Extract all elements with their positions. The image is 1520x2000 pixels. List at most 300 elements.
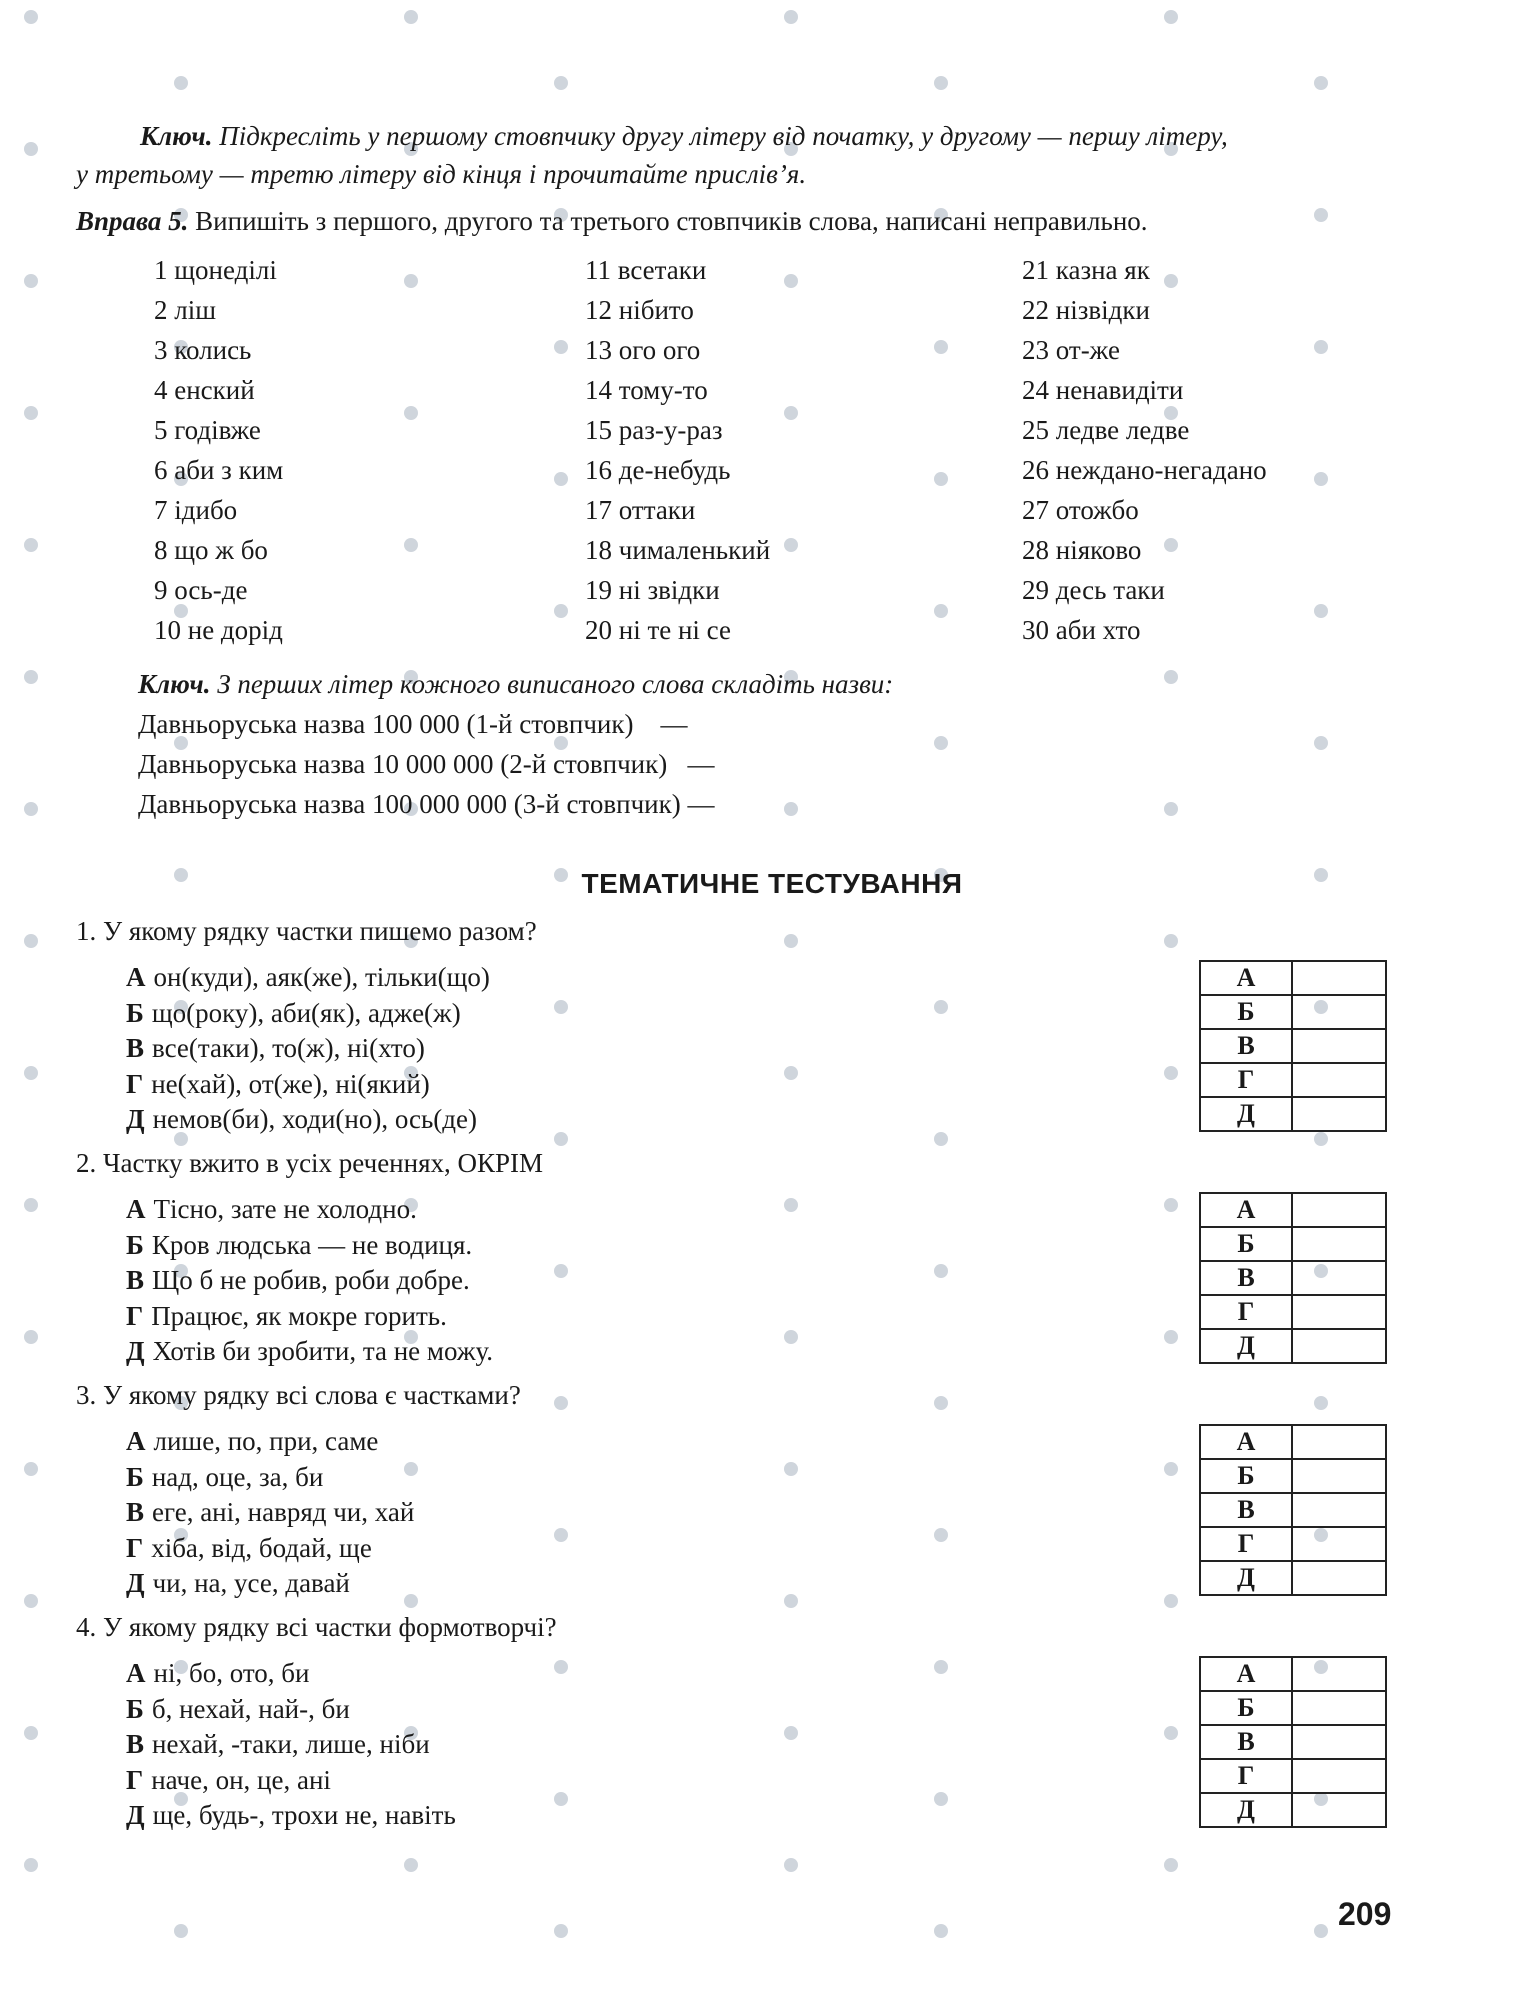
watermark-mark: [1310, 76, 1332, 90]
watermark-mark: [550, 1000, 572, 1014]
watermark-mark: [550, 1792, 572, 1806]
watermark-logo-icon: [784, 1198, 798, 1212]
watermark-logo-icon: [1164, 10, 1178, 24]
watermark-mark: [20, 274, 42, 288]
option-text: не(хай), от(же), ні(який): [151, 1068, 430, 1099]
watermark-mark: [1160, 934, 1182, 948]
word-item: 28 ніяково: [1022, 535, 1142, 565]
answer-grid-letter: А: [1200, 1657, 1292, 1691]
word-item: 8 що ж бо: [154, 535, 268, 565]
option-letter: В: [126, 1033, 145, 1063]
watermark-mark: [780, 10, 802, 24]
watermark-mark: [550, 340, 572, 354]
watermark-mark: [1160, 1066, 1182, 1080]
question-4: 4. У якому рядку всі частки формотворчі?: [76, 1612, 557, 1642]
watermark-mark: [20, 670, 42, 684]
answer-option: [126, 1800, 456, 1831]
word-item: 3 колись: [154, 335, 252, 365]
exercise-5-heading: [76, 204, 1148, 238]
watermark-logo-icon: [1164, 1330, 1178, 1344]
watermark-mark: [780, 1066, 802, 1080]
option-text: он(куди), аяк(же), тільки(що): [153, 962, 490, 992]
watermark-logo-icon: [934, 1396, 948, 1410]
watermark-mark: [400, 10, 422, 24]
watermark-logo-icon: [404, 274, 418, 288]
watermark-mark: [1160, 670, 1182, 684]
watermark-mark: [930, 736, 952, 750]
watermark-logo-icon: [934, 604, 948, 618]
option-letter: Б: [126, 997, 144, 1028]
watermark-mark: [780, 1858, 802, 1872]
option-text: Працює, як мокре горить.: [151, 1300, 447, 1331]
answer-grid-letter: В: [1200, 1029, 1292, 1063]
watermark-mark: [400, 1858, 422, 1872]
watermark-mark: [930, 1660, 952, 1674]
key-2-label: Ключ.: [138, 669, 211, 699]
watermark-mark: [400, 1594, 422, 1608]
watermark-mark: [930, 340, 952, 354]
watermark-logo-icon: [934, 1792, 948, 1806]
answer-option: [126, 998, 461, 1029]
answer-option: [126, 1765, 331, 1796]
watermark-mark: [1310, 1132, 1332, 1146]
watermark-mark: [550, 1264, 572, 1278]
watermark-logo-icon: [554, 1264, 568, 1278]
watermark-logo-icon: [1164, 1594, 1178, 1608]
watermark-logo-icon: [784, 1594, 798, 1608]
word-item: 17 оттаки: [585, 495, 696, 525]
word-item: 7 ідибо: [154, 495, 238, 525]
watermark-logo-icon: [404, 10, 418, 24]
answer-option: [126, 1497, 414, 1528]
watermark-logo-icon: [1314, 340, 1328, 354]
watermark-mark: [1160, 802, 1182, 816]
answer-grid-mark-cell[interactable]: [1292, 1691, 1386, 1725]
watermark-logo-icon: [24, 1594, 38, 1608]
word-item: 1 щонеділі: [154, 255, 277, 285]
watermark-mark: [930, 1924, 952, 1938]
option-text: б, нехай, най-, би: [151, 1693, 350, 1724]
answer-grid-mark-cell[interactable]: [1292, 961, 1386, 995]
answer-option: [126, 1426, 378, 1457]
key-1-line-2: [76, 154, 806, 194]
watermark-logo-icon: [554, 1792, 568, 1806]
watermark-logo-icon: [24, 1066, 38, 1080]
watermark-mark: [20, 406, 42, 420]
watermark-logo-icon: [1314, 736, 1328, 750]
question-2: 2. Частку вжито в усіх реченнях, ОКРІМ: [76, 1148, 544, 1178]
option-text: ні, бо, ото, би: [153, 1658, 310, 1688]
option-text: наче, он, це, ані: [151, 1764, 331, 1795]
question-1: 1. У якому рядку частки пишемо разом?: [76, 916, 537, 946]
watermark-mark: [1310, 340, 1332, 354]
watermark-logo-icon: [24, 142, 38, 156]
answer-grid-mark-cell[interactable]: [1292, 1425, 1386, 1459]
watermark-logo-icon: [404, 1858, 418, 1872]
option-letter: Д: [126, 1336, 145, 1366]
answer-grid-mark-cell[interactable]: [1292, 1261, 1386, 1295]
answer-grid: [1199, 1656, 1387, 1828]
watermark-mark: [780, 1198, 802, 1212]
watermark-logo-icon: [174, 1924, 188, 1938]
answer-option: [126, 1658, 309, 1689]
option-text: лише, по, при, саме: [153, 1426, 379, 1456]
key-1-text-1: Підкресліть у першому стовпчику другу літеру від початку, у другому — першу літеру,: [219, 121, 1228, 151]
answer-option: [126, 1265, 470, 1296]
watermark-mark: [550, 1660, 572, 1674]
watermark-mark: [930, 1396, 952, 1410]
watermark-logo-icon: [24, 1858, 38, 1872]
watermark-logo-icon: [784, 934, 798, 948]
watermark-logo-icon: [554, 472, 568, 486]
watermark-logo-icon: [934, 1264, 948, 1278]
key-2-text: З перших літер кожного виписаного слова складіть назви:: [217, 669, 894, 699]
watermark-mark: [550, 604, 572, 618]
answer-option: [126, 1462, 323, 1493]
option-text: Хотів би зробити, та не можу.: [152, 1336, 494, 1366]
watermark-mark: [1160, 1198, 1182, 1212]
answer-grid-letter: Д: [1200, 1097, 1292, 1131]
watermark-mark: [930, 1132, 952, 1146]
watermark-logo-icon: [934, 1132, 948, 1146]
watermark-mark: [1160, 1594, 1182, 1608]
watermark-mark: [780, 406, 802, 420]
watermark-mark: [550, 1528, 572, 1542]
watermark-mark: [550, 1396, 572, 1410]
watermark-logo-icon: [784, 274, 798, 288]
watermark-mark: [780, 274, 802, 288]
answer-option: [126, 1194, 417, 1225]
watermark-mark: [930, 472, 952, 486]
watermark-logo-icon: [934, 340, 948, 354]
option-letter: Г: [126, 1300, 144, 1331]
key-2-name-2: Давньоруська назва 10 000 000 (2-й стовпчик) —: [138, 749, 715, 779]
option-letter: А: [126, 1658, 146, 1688]
word-item: 18 чималенький: [585, 535, 771, 565]
watermark-logo-icon: [784, 406, 798, 420]
option-text: ще, будь-, трохи не, навіть: [152, 1800, 456, 1830]
watermark-mark: [1160, 1726, 1182, 1740]
option-letter: А: [126, 1194, 146, 1224]
watermark-logo-icon: [554, 1924, 568, 1938]
exercise-5-text: Випишіть з першого, другого та третього стовпчиків слова, написані неправильно.: [195, 206, 1148, 236]
answer-grid-letter: В: [1200, 1261, 1292, 1295]
watermark-mark: [170, 1924, 192, 1938]
answer-grid-letter: Б: [1200, 1459, 1292, 1493]
watermark-logo-icon: [1314, 1396, 1328, 1410]
word-item: 24 ненавидіти: [1022, 375, 1184, 405]
word-item: 5 годівже: [154, 415, 261, 445]
word-item: 10 не дорід: [154, 615, 283, 645]
watermark-logo-icon: [1164, 670, 1178, 684]
watermark-logo-icon: [1164, 934, 1178, 948]
option-text: хіба, від, бодай, ще: [151, 1532, 372, 1563]
watermark-logo-icon: [934, 1528, 948, 1542]
watermark-logo-icon: [1164, 1066, 1178, 1080]
key-1-text-2: у третьому — третю літеру від кінця і прочитайте прислів’я.: [76, 159, 807, 189]
watermark-logo-icon: [554, 1396, 568, 1410]
watermark-mark: [20, 1330, 42, 1344]
answer-option: [126, 1104, 477, 1135]
option-letter: В: [126, 1497, 145, 1527]
answer-grid-letter: Б: [1200, 1691, 1292, 1725]
watermark-mark: [20, 538, 42, 552]
answer-option: [126, 1568, 350, 1599]
watermark-logo-icon: [784, 538, 798, 552]
key-2-name-1: Давньоруська назва 100 000 (1-й стовпчик) —: [138, 709, 688, 739]
watermark-mark: [400, 274, 422, 288]
watermark-logo-icon: [784, 10, 798, 24]
watermark-logo-icon: [404, 1462, 418, 1476]
word-item: 29 десь таки: [1022, 575, 1165, 605]
answer-grid-mark-cell[interactable]: [1292, 1029, 1386, 1063]
word-item: 13 ого ого: [585, 335, 701, 365]
word-item: 25 ледве ледве: [1022, 415, 1190, 445]
answer-grid-mark-cell[interactable]: [1292, 1793, 1386, 1827]
word-item: 4 енский: [154, 375, 255, 405]
answer-grid-mark-cell[interactable]: [1292, 1527, 1386, 1561]
answer-option: [126, 1301, 447, 1332]
answer-grid-mark-cell[interactable]: [1292, 1657, 1386, 1691]
option-text: все(таки), то(ж), ні(хто): [152, 1033, 425, 1063]
watermark-logo-icon: [784, 1726, 798, 1740]
option-text: еге, ані, навряд чи, хай: [152, 1497, 415, 1527]
watermark-logo-icon: [934, 736, 948, 750]
answer-grid-letter: А: [1200, 1425, 1292, 1459]
answer-option: [126, 1033, 425, 1064]
watermark-mark: [170, 76, 192, 90]
key-1-line-1: [140, 116, 1228, 156]
watermark-mark: [780, 802, 802, 816]
watermark-logo-icon: [404, 538, 418, 552]
answer-grid: [1199, 960, 1387, 1132]
answer-grid-letter: Б: [1200, 1227, 1292, 1261]
watermark-logo-icon: [404, 406, 418, 420]
option-text: нехай, -таки, лише, ніби: [152, 1729, 430, 1759]
word-item: 27 отожбо: [1022, 495, 1139, 525]
answer-grid-mark-cell[interactable]: [1292, 1459, 1386, 1493]
option-text: чи, на, усе, давай: [152, 1568, 350, 1598]
watermark-logo-icon: [174, 76, 188, 90]
watermark-mark: [550, 472, 572, 486]
watermark-logo-icon: [934, 472, 948, 486]
answer-option: [126, 1729, 430, 1760]
watermark-mark: [400, 538, 422, 552]
watermark-mark: [930, 1792, 952, 1806]
watermark-logo-icon: [554, 1660, 568, 1674]
watermark-mark: [20, 1858, 42, 1872]
answer-grid: [1199, 1192, 1387, 1364]
watermark-logo-icon: [24, 10, 38, 24]
word-item: 2 ліш: [154, 295, 217, 325]
watermark-logo-icon: [1164, 274, 1178, 288]
answer-grid-mark-cell[interactable]: [1292, 1493, 1386, 1527]
watermark-mark: [1310, 1924, 1332, 1938]
watermark-logo-icon: [784, 802, 798, 816]
word-item: 15 раз-у-раз: [585, 415, 723, 445]
watermark-logo-icon: [934, 1660, 948, 1674]
watermark-logo-icon: [24, 1726, 38, 1740]
watermark-logo-icon: [24, 538, 38, 552]
watermark-mark: [1160, 1858, 1182, 1872]
watermark-mark: [1160, 274, 1182, 288]
option-letter: А: [126, 962, 146, 992]
watermark-logo-icon: [934, 1924, 948, 1938]
watermark-logo-icon: [784, 1462, 798, 1476]
answer-grid-letter: Д: [1200, 1329, 1292, 1363]
watermark-logo-icon: [1314, 1132, 1328, 1146]
option-letter: Д: [126, 1800, 145, 1830]
word-item: 20 ні те ні се: [585, 615, 731, 645]
watermark-mark: [1160, 538, 1182, 552]
answer-grid-mark-cell[interactable]: [1292, 1227, 1386, 1261]
option-letter: Б: [126, 1229, 144, 1260]
watermark-mark: [930, 76, 952, 90]
answer-grid-mark-cell[interactable]: [1292, 1063, 1386, 1097]
watermark-logo-icon: [24, 1198, 38, 1212]
watermark-mark: [20, 802, 42, 816]
answer-grid-mark-cell[interactable]: [1292, 1097, 1386, 1131]
word-item: 30 аби хто: [1022, 615, 1141, 645]
answer-grid-letter: А: [1200, 961, 1292, 995]
watermark-mark: [930, 1264, 952, 1278]
watermark-logo-icon: [784, 1330, 798, 1344]
watermark-mark: [780, 1330, 802, 1344]
option-letter: Г: [126, 1068, 144, 1099]
watermark-logo-icon: [1314, 604, 1328, 618]
option-text: Тісно, зате не холодно.: [153, 1194, 417, 1224]
watermark-logo-icon: [1164, 1198, 1178, 1212]
page-number: 209: [1338, 1896, 1392, 1932]
answer-grid-letter: Г: [1200, 1295, 1292, 1329]
watermark-mark: [550, 1132, 572, 1146]
answer-grid-mark-cell[interactable]: [1292, 1329, 1386, 1363]
answer-grid-mark-cell[interactable]: [1292, 1759, 1386, 1793]
watermark-logo-icon: [1314, 472, 1328, 486]
watermark-mark: [550, 1924, 572, 1938]
watermark-logo-icon: [554, 1132, 568, 1146]
watermark-mark: [400, 406, 422, 420]
watermark-mark: [780, 1594, 802, 1608]
key-1-label: Ключ.: [140, 121, 213, 151]
watermark-logo-icon: [24, 802, 38, 816]
answer-option: [126, 1069, 430, 1100]
watermark-mark: [780, 1462, 802, 1476]
answer-option: [126, 1533, 372, 1564]
answer-grid-letter: Г: [1200, 1527, 1292, 1561]
answer-grid-mark-cell[interactable]: [1292, 1193, 1386, 1227]
watermark-logo-icon: [404, 1594, 418, 1608]
watermark-mark: [930, 604, 952, 618]
watermark-logo-icon: [554, 76, 568, 90]
answer-grid-mark-cell[interactable]: [1292, 1561, 1386, 1595]
word-item: 22 нізвідки: [1022, 295, 1150, 325]
answer-grid-letter: В: [1200, 1493, 1292, 1527]
word-item: 16 де-небудь: [585, 455, 731, 485]
watermark-logo-icon: [1164, 1858, 1178, 1872]
watermark-logo-icon: [934, 1000, 948, 1014]
answer-option: [126, 1336, 493, 1367]
word-item: 14 тому-то: [585, 375, 708, 405]
section-title: ТЕМАТИЧНЕ ТЕСТУВАННЯ: [581, 868, 963, 899]
watermark-logo-icon: [1314, 1924, 1328, 1938]
watermark-mark: [550, 76, 572, 90]
word-item: 21 казна як: [1022, 255, 1150, 285]
watermark-logo-icon: [554, 604, 568, 618]
watermark-logo-icon: [784, 1066, 798, 1080]
answer-option: [126, 962, 490, 993]
watermark-mark: [400, 1462, 422, 1476]
question-3: 3. У якому рядку всі слова є частками?: [76, 1380, 521, 1410]
watermark-logo-icon: [554, 340, 568, 354]
word-item: 23 от-же: [1022, 335, 1120, 365]
watermark-mark: [1310, 736, 1332, 750]
watermark-logo-icon: [1314, 76, 1328, 90]
watermark-logo-icon: [24, 274, 38, 288]
watermark-logo-icon: [24, 1462, 38, 1476]
answer-grid-letter: Г: [1200, 1759, 1292, 1793]
watermark-mark: [1160, 1330, 1182, 1344]
answer-grid-mark-cell[interactable]: [1292, 995, 1386, 1029]
watermark-logo-icon: [554, 1000, 568, 1014]
watermark-mark: [1310, 208, 1332, 222]
watermark-logo-icon: [24, 670, 38, 684]
word-item: 6 аби з ким: [154, 455, 284, 485]
watermark-mark: [780, 934, 802, 948]
answer-grid-letter: А: [1200, 1193, 1292, 1227]
word-item: 9 ось-де: [154, 575, 248, 605]
answer-grid-letter: Б: [1200, 995, 1292, 1029]
answer-grid-letter: Г: [1200, 1063, 1292, 1097]
watermark-logo-icon: [1164, 538, 1178, 552]
watermark-mark: [20, 10, 42, 24]
option-letter: Г: [126, 1764, 144, 1795]
watermark-mark: [20, 142, 42, 156]
answer-grid-letter: Д: [1200, 1793, 1292, 1827]
option-letter: Д: [126, 1104, 145, 1134]
watermark-logo-icon: [1164, 1462, 1178, 1476]
watermark-mark: [20, 1066, 42, 1080]
watermark-logo-icon: [784, 1858, 798, 1872]
watermark-logo-icon: [934, 76, 948, 90]
watermark-mark: [1310, 472, 1332, 486]
watermark-mark: [930, 1528, 952, 1542]
option-letter: В: [126, 1265, 145, 1295]
key-2-line: [138, 664, 893, 704]
watermark-mark: [20, 1594, 42, 1608]
watermark-mark: [20, 1462, 42, 1476]
watermark-mark: [780, 538, 802, 552]
option-letter: В: [126, 1729, 145, 1759]
answer-grid-mark-cell[interactable]: [1292, 1725, 1386, 1759]
option-text: що(року), аби(як), адже(ж): [151, 997, 461, 1028]
option-text: Кров людська — не водиця.: [151, 1229, 473, 1260]
option-text: над, оце, за, би: [151, 1461, 324, 1492]
watermark-logo-icon: [24, 934, 38, 948]
answer-option: [126, 1230, 472, 1261]
watermark-logo-icon: [1314, 208, 1328, 222]
word-item: 12 нібито: [585, 295, 694, 325]
watermark-logo-icon: [24, 406, 38, 420]
word-item: 11 всетаки: [585, 255, 707, 285]
watermark-mark: [1160, 10, 1182, 24]
watermark-mark: [20, 934, 42, 948]
watermark-mark: [930, 1000, 952, 1014]
option-letter: Б: [126, 1693, 144, 1724]
answer-grid-mark-cell[interactable]: [1292, 1295, 1386, 1329]
option-letter: Г: [126, 1532, 144, 1563]
option-letter: Д: [126, 1568, 145, 1598]
